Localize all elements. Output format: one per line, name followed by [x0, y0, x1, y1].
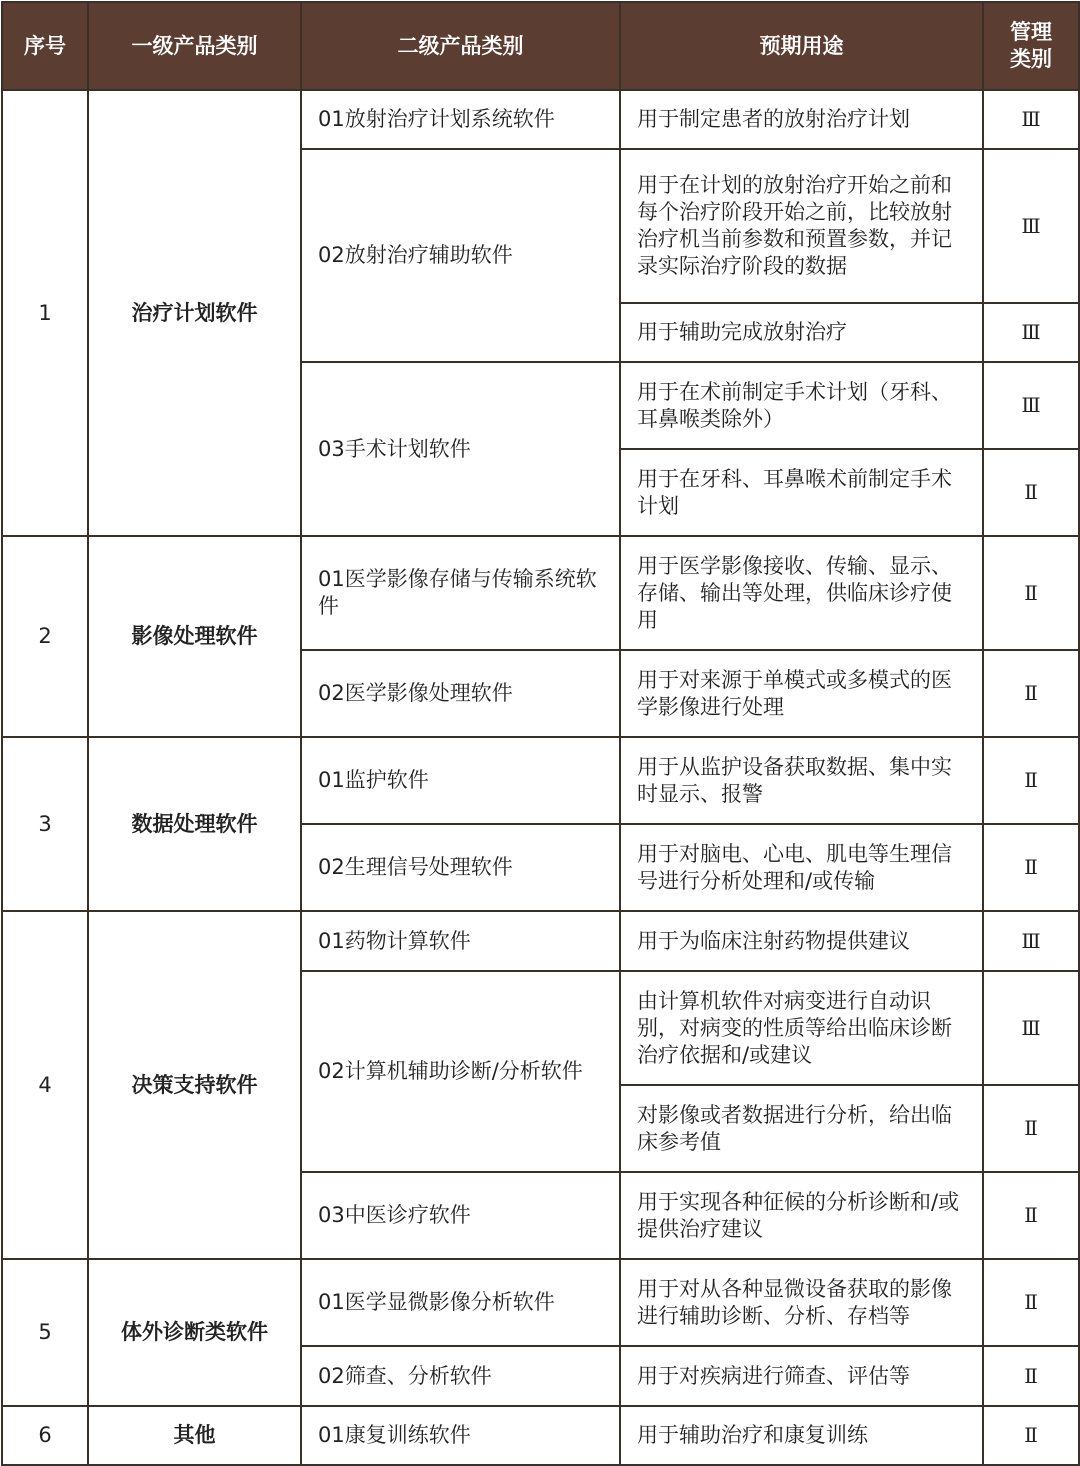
header-class-line1: 管理 [1010, 20, 1052, 44]
class-cell: Ⅱ [983, 1346, 1079, 1406]
table-row [2, 737, 1079, 824]
use-cell: 用于在计划的放射治疗开始之前和每个治疗阶段开始之前，比较放射治疗机当前参数和预置参数，并记录实际治疗阶段的数据 [620, 149, 983, 303]
use-cell: 用于对来源于单模式或多模式的医学影像进行处理 [620, 650, 983, 737]
subcategory-cell: 03手术计划软件 [301, 362, 620, 536]
subcategory-cell: 02筛查、分析软件 [301, 1346, 620, 1406]
header-class [983, 2, 1079, 90]
subcategory-cell: 01放射治疗计划系统软件 [301, 90, 620, 149]
class-cell: Ⅲ [983, 971, 1079, 1085]
class-cell: Ⅱ [983, 1406, 1079, 1465]
use-cell: 用于为临床注射药物提供建议 [620, 911, 983, 971]
use-cell: 用于在术前制定手术计划（牙科、耳鼻喉类除外） [620, 362, 983, 449]
use-cell: 由计算机软件对病变进行自动识别，对病变的性质等给出临床诊断治疗依据和/或建议 [620, 971, 983, 1085]
table-row [2, 1259, 1079, 1346]
group-index: 2 [2, 536, 88, 737]
class-cell: Ⅱ [983, 824, 1079, 911]
subcategory-cell: 02生理信号处理软件 [301, 824, 620, 911]
header-level2: 二级产品类别 [301, 2, 620, 90]
table-row [2, 1406, 1079, 1465]
header-use: 预期用途 [620, 2, 983, 90]
use-cell: 用于在牙科、耳鼻喉术前制定手术计划 [620, 449, 983, 536]
class-cell: Ⅲ [983, 303, 1079, 362]
group-index: 6 [2, 1406, 88, 1465]
class-cell: Ⅲ [983, 90, 1079, 149]
group-name: 决策支持软件 [88, 911, 301, 1259]
use-cell: 用于对疾病进行筛查、评估等 [620, 1346, 983, 1406]
subcategory-cell: 02放射治疗辅助软件 [301, 149, 620, 362]
group-index: 1 [2, 90, 88, 536]
group-index: 3 [2, 737, 88, 911]
table-row [2, 90, 1079, 149]
group-name: 体外诊断类软件 [88, 1259, 301, 1406]
class-cell: Ⅲ [983, 911, 1079, 971]
class-cell: Ⅱ [983, 536, 1079, 650]
use-cell: 用于对从各种显微设备获取的影像进行辅助诊断、分析、存档等 [620, 1259, 983, 1346]
subcategory-cell: 01药物计算软件 [301, 911, 620, 971]
table-row [2, 911, 1079, 971]
use-cell: 用于实现各种征候的分析诊断和/或提供治疗建议 [620, 1172, 983, 1259]
group-name: 其他 [88, 1406, 301, 1465]
class-cell: Ⅱ [983, 1259, 1079, 1346]
class-cell: Ⅱ [983, 1172, 1079, 1259]
class-cell: Ⅲ [983, 362, 1079, 449]
group-index: 5 [2, 1259, 88, 1406]
header-index: 序号 [2, 2, 88, 90]
use-cell: 用于从监护设备获取数据、集中实时显示、报警 [620, 737, 983, 824]
use-cell: 用于制定患者的放射治疗计划 [620, 90, 983, 149]
group-name: 影像处理软件 [88, 536, 301, 737]
use-cell: 用于辅助完成放射治疗 [620, 303, 983, 362]
table-row [2, 536, 1079, 650]
group-name: 治疗计划软件 [88, 90, 301, 536]
use-cell: 用于对脑电、心电、肌电等生理信号进行分析处理和/或传输 [620, 824, 983, 911]
subcategory-cell: 02医学影像处理软件 [301, 650, 620, 737]
header-row [2, 2, 1079, 90]
group-index: 4 [2, 911, 88, 1259]
subcategory-cell: 02计算机辅助诊断/分析软件 [301, 971, 620, 1172]
subcategory-cell: 03中医诊疗软件 [301, 1172, 620, 1259]
subcategory-cell: 01监护软件 [301, 737, 620, 824]
header-class-line2: 类别 [1010, 47, 1052, 71]
class-cell: Ⅱ [983, 449, 1079, 536]
group-name: 数据处理软件 [88, 737, 301, 911]
header-level1: 一级产品类别 [88, 2, 301, 90]
class-cell: Ⅲ [983, 149, 1079, 303]
class-cell: Ⅱ [983, 650, 1079, 737]
software-classification-table [1, 1, 1080, 1466]
use-cell: 用于辅助治疗和康复训练 [620, 1406, 983, 1465]
use-cell: 用于医学影像接收、传输、显示、存储、输出等处理，供临床诊疗使用 [620, 536, 983, 650]
subcategory-cell: 01医学显微影像分析软件 [301, 1259, 620, 1346]
subcategory-cell: 01康复训练软件 [301, 1406, 620, 1465]
subcategory-cell: 01医学影像存储与传输系统软件 [301, 536, 620, 650]
class-cell: Ⅱ [983, 1085, 1079, 1172]
class-cell: Ⅱ [983, 737, 1079, 824]
use-cell: 对影像或者数据进行分析，给出临床参考值 [620, 1085, 983, 1172]
